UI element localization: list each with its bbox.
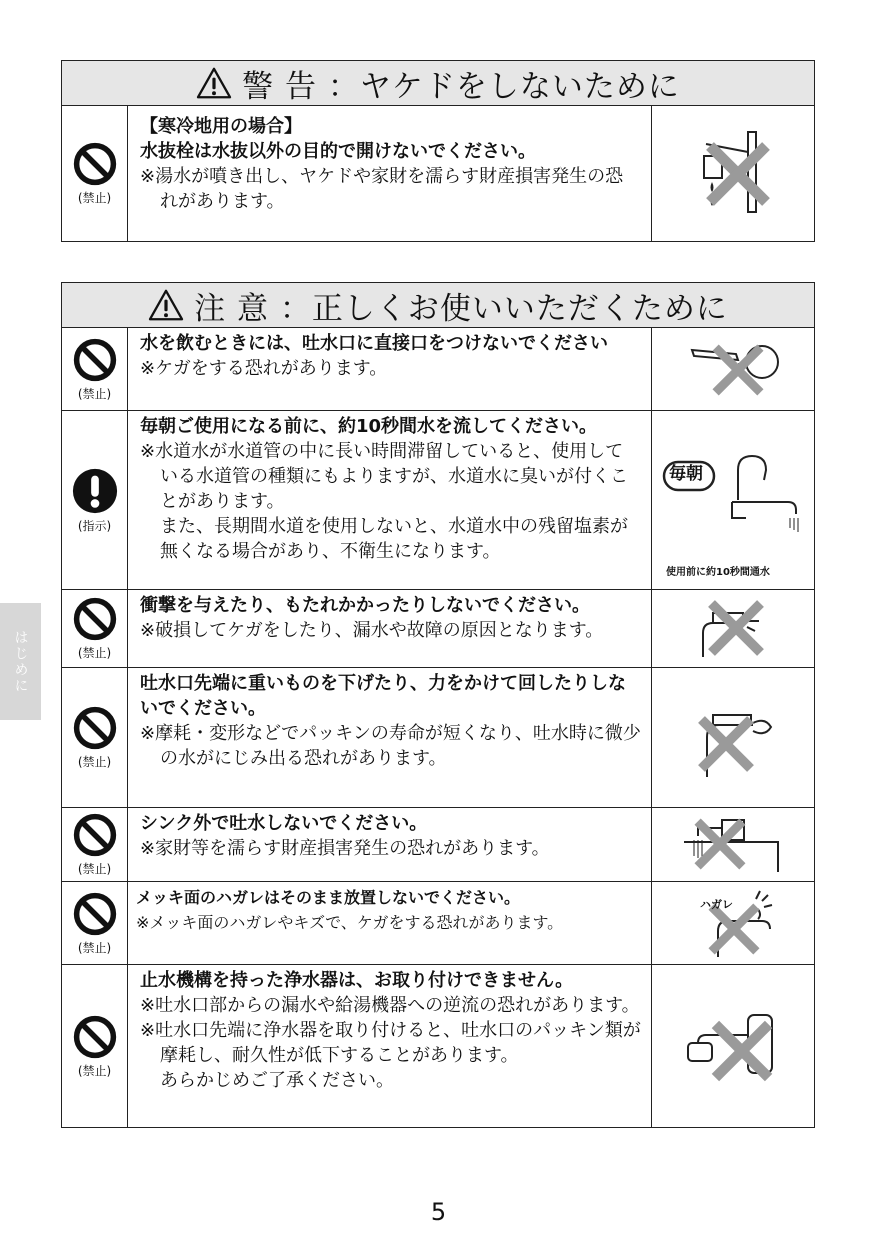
warning-text — [128, 106, 651, 241]
caution-text — [128, 668, 651, 807]
prohibition-label: (禁止) — [77, 755, 112, 769]
caution-table — [61, 282, 815, 1128]
prohibition-cell — [62, 328, 128, 410]
drinking-from-spout-icon — [678, 332, 788, 407]
prohibition-icon — [72, 812, 118, 858]
prohibition-cell — [62, 965, 128, 1127]
prohibition-label: (禁止) — [77, 191, 112, 205]
drain-valve-icon — [678, 124, 788, 224]
prohibition-label: (禁止) — [77, 940, 112, 955]
prohibition-cell — [62, 882, 128, 964]
prohibition-icon — [72, 891, 118, 937]
caution-note: ※吐水口先端に浄水器を取り付けると、吐水口のパッキン類が摩耗し、耐久性が低下することがあります。 — [140, 1020, 641, 1066]
caution-note: ※破損してケガをしたり、漏水や故障の原因となります。 — [140, 620, 604, 641]
caution-header — [62, 283, 814, 328]
water-filter-attached-icon — [678, 1001, 788, 1091]
plating-peeling-icon — [678, 885, 788, 961]
prohibition-icon — [72, 705, 118, 751]
faucet-outside-sink-icon — [678, 812, 788, 878]
caution-main-text: 水を飲むときには、吐水口に直接口をつけないでください — [140, 333, 608, 354]
prohibition-icon — [72, 1014, 118, 1060]
caution-title: 注 意 ：正しくお使いいただくために — [194, 290, 728, 327]
caution-note: ※吐水口部からの漏水や給湯機器への逆流の恐れがあります。 — [140, 995, 640, 1016]
caution-text — [128, 411, 651, 589]
prohibition-label: (禁止) — [77, 386, 112, 401]
prohibition-cell — [62, 590, 128, 667]
prohibition-icon — [72, 337, 118, 383]
illustration-impact — [651, 590, 814, 667]
caution-main-text: 止水機構を持った浄水器は、お取り付けできません。 — [140, 970, 574, 991]
illustration-peeling — [651, 882, 814, 964]
warning-table — [61, 60, 815, 242]
caution-row — [62, 667, 814, 807]
faucet-hanging-load-icon — [683, 693, 783, 783]
caution-subnote: あらかじめご了承ください。 — [160, 1070, 394, 1091]
caution-main-text: シンク外で吐水しないでください。 — [140, 813, 428, 834]
warning-header — [62, 61, 814, 106]
caution-row — [62, 807, 814, 881]
instruction-label: (指示) — [77, 518, 112, 533]
prohibition-label: (禁止) — [77, 862, 112, 876]
illustration-drain-valve — [651, 106, 814, 241]
warning-heading: 【寒冷地用の場合】 — [140, 116, 302, 137]
caution-row — [62, 410, 814, 589]
prohibition-cell — [62, 808, 128, 881]
prohibition-label: (禁止) — [77, 646, 112, 660]
caution-note: ※ケガをする恐れがあります。 — [140, 358, 388, 379]
illustration-hanging — [651, 668, 814, 807]
caution-main-text: 衝撃を与えたり、もたれかかったりしないでください。 — [140, 595, 590, 616]
illustration-water-filter — [651, 965, 814, 1127]
caution-main-text: 吐水口先端に重いものを下げたり、力をかけて回したりしないでください。 — [140, 673, 626, 719]
morning-badge: 毎朝 — [669, 464, 703, 484]
prohibition-icon — [72, 141, 118, 187]
warning-note: ※湯水が噴き出し、ヤケドや家財を濡らす財産損害発生の恐れがあります。 — [140, 166, 624, 212]
caution-text — [128, 808, 651, 881]
warning-title: 警 告 ：ヤケドをしないために — [242, 68, 680, 105]
mandatory-action-icon — [71, 467, 119, 515]
caution-row — [62, 964, 814, 1127]
warning-row — [62, 106, 814, 241]
caution-note: ※メッキ面のハガレやキズで、ケガをする恐れがあります。 — [136, 913, 564, 932]
warning-triangle-icon — [148, 289, 184, 321]
prohibition-cell — [62, 668, 128, 807]
page-number: 5 — [430, 1198, 447, 1226]
faucet-running-icon — [658, 440, 808, 560]
peeling-label: ハガレ — [700, 898, 733, 911]
caution-main-text: メッキ面のハガレはそのまま放置しないでください。 — [136, 888, 521, 907]
caution-note: ※摩耗・変形などでパッキンの寿命が短くなり、吐水時に微少の水がにじみ出る恐れがあります。 — [140, 723, 641, 769]
instruction-cell — [62, 411, 128, 589]
prohibition-label: (禁止) — [77, 1063, 112, 1078]
caution-main-text: 毎朝ご使用になる前に、約10秒間水を流してください。 — [140, 416, 598, 437]
caution-text — [128, 590, 651, 667]
caution-note: ※水道水が水道管の中に長い時間滞留していると、使用している水道管の種類にもよりますが、水道水に臭いが付くことがあります。 — [140, 441, 628, 512]
caution-text — [128, 328, 651, 410]
caution-note: ※家財等を濡らす財産損害発生の恐れがあります。 — [140, 838, 550, 859]
caution-row — [62, 589, 814, 667]
warning-main-text: 水抜栓は水抜以外の目的で開けないでください。 — [140, 141, 536, 162]
caution-text — [128, 882, 651, 964]
faucet-impact-icon — [683, 593, 783, 665]
prohibition-icon — [72, 596, 118, 642]
caution-row — [62, 881, 814, 964]
illustration-morning-flush — [651, 411, 814, 589]
caution-subnote: また、長期間水道を使用しないと、水道水中の残留塩素が無くなる場合があり、不衛生になります。 — [160, 516, 628, 562]
section-side-tab: はじめに — [0, 603, 41, 720]
illustration-outside-sink — [651, 808, 814, 881]
illustration-drinking — [651, 328, 814, 410]
prohibition-cell — [62, 106, 128, 241]
caution-text — [128, 965, 651, 1127]
caution-row — [62, 328, 814, 410]
warning-triangle-icon — [196, 67, 232, 99]
morning-caption: 使用前に約10秒間通水 — [666, 567, 770, 578]
